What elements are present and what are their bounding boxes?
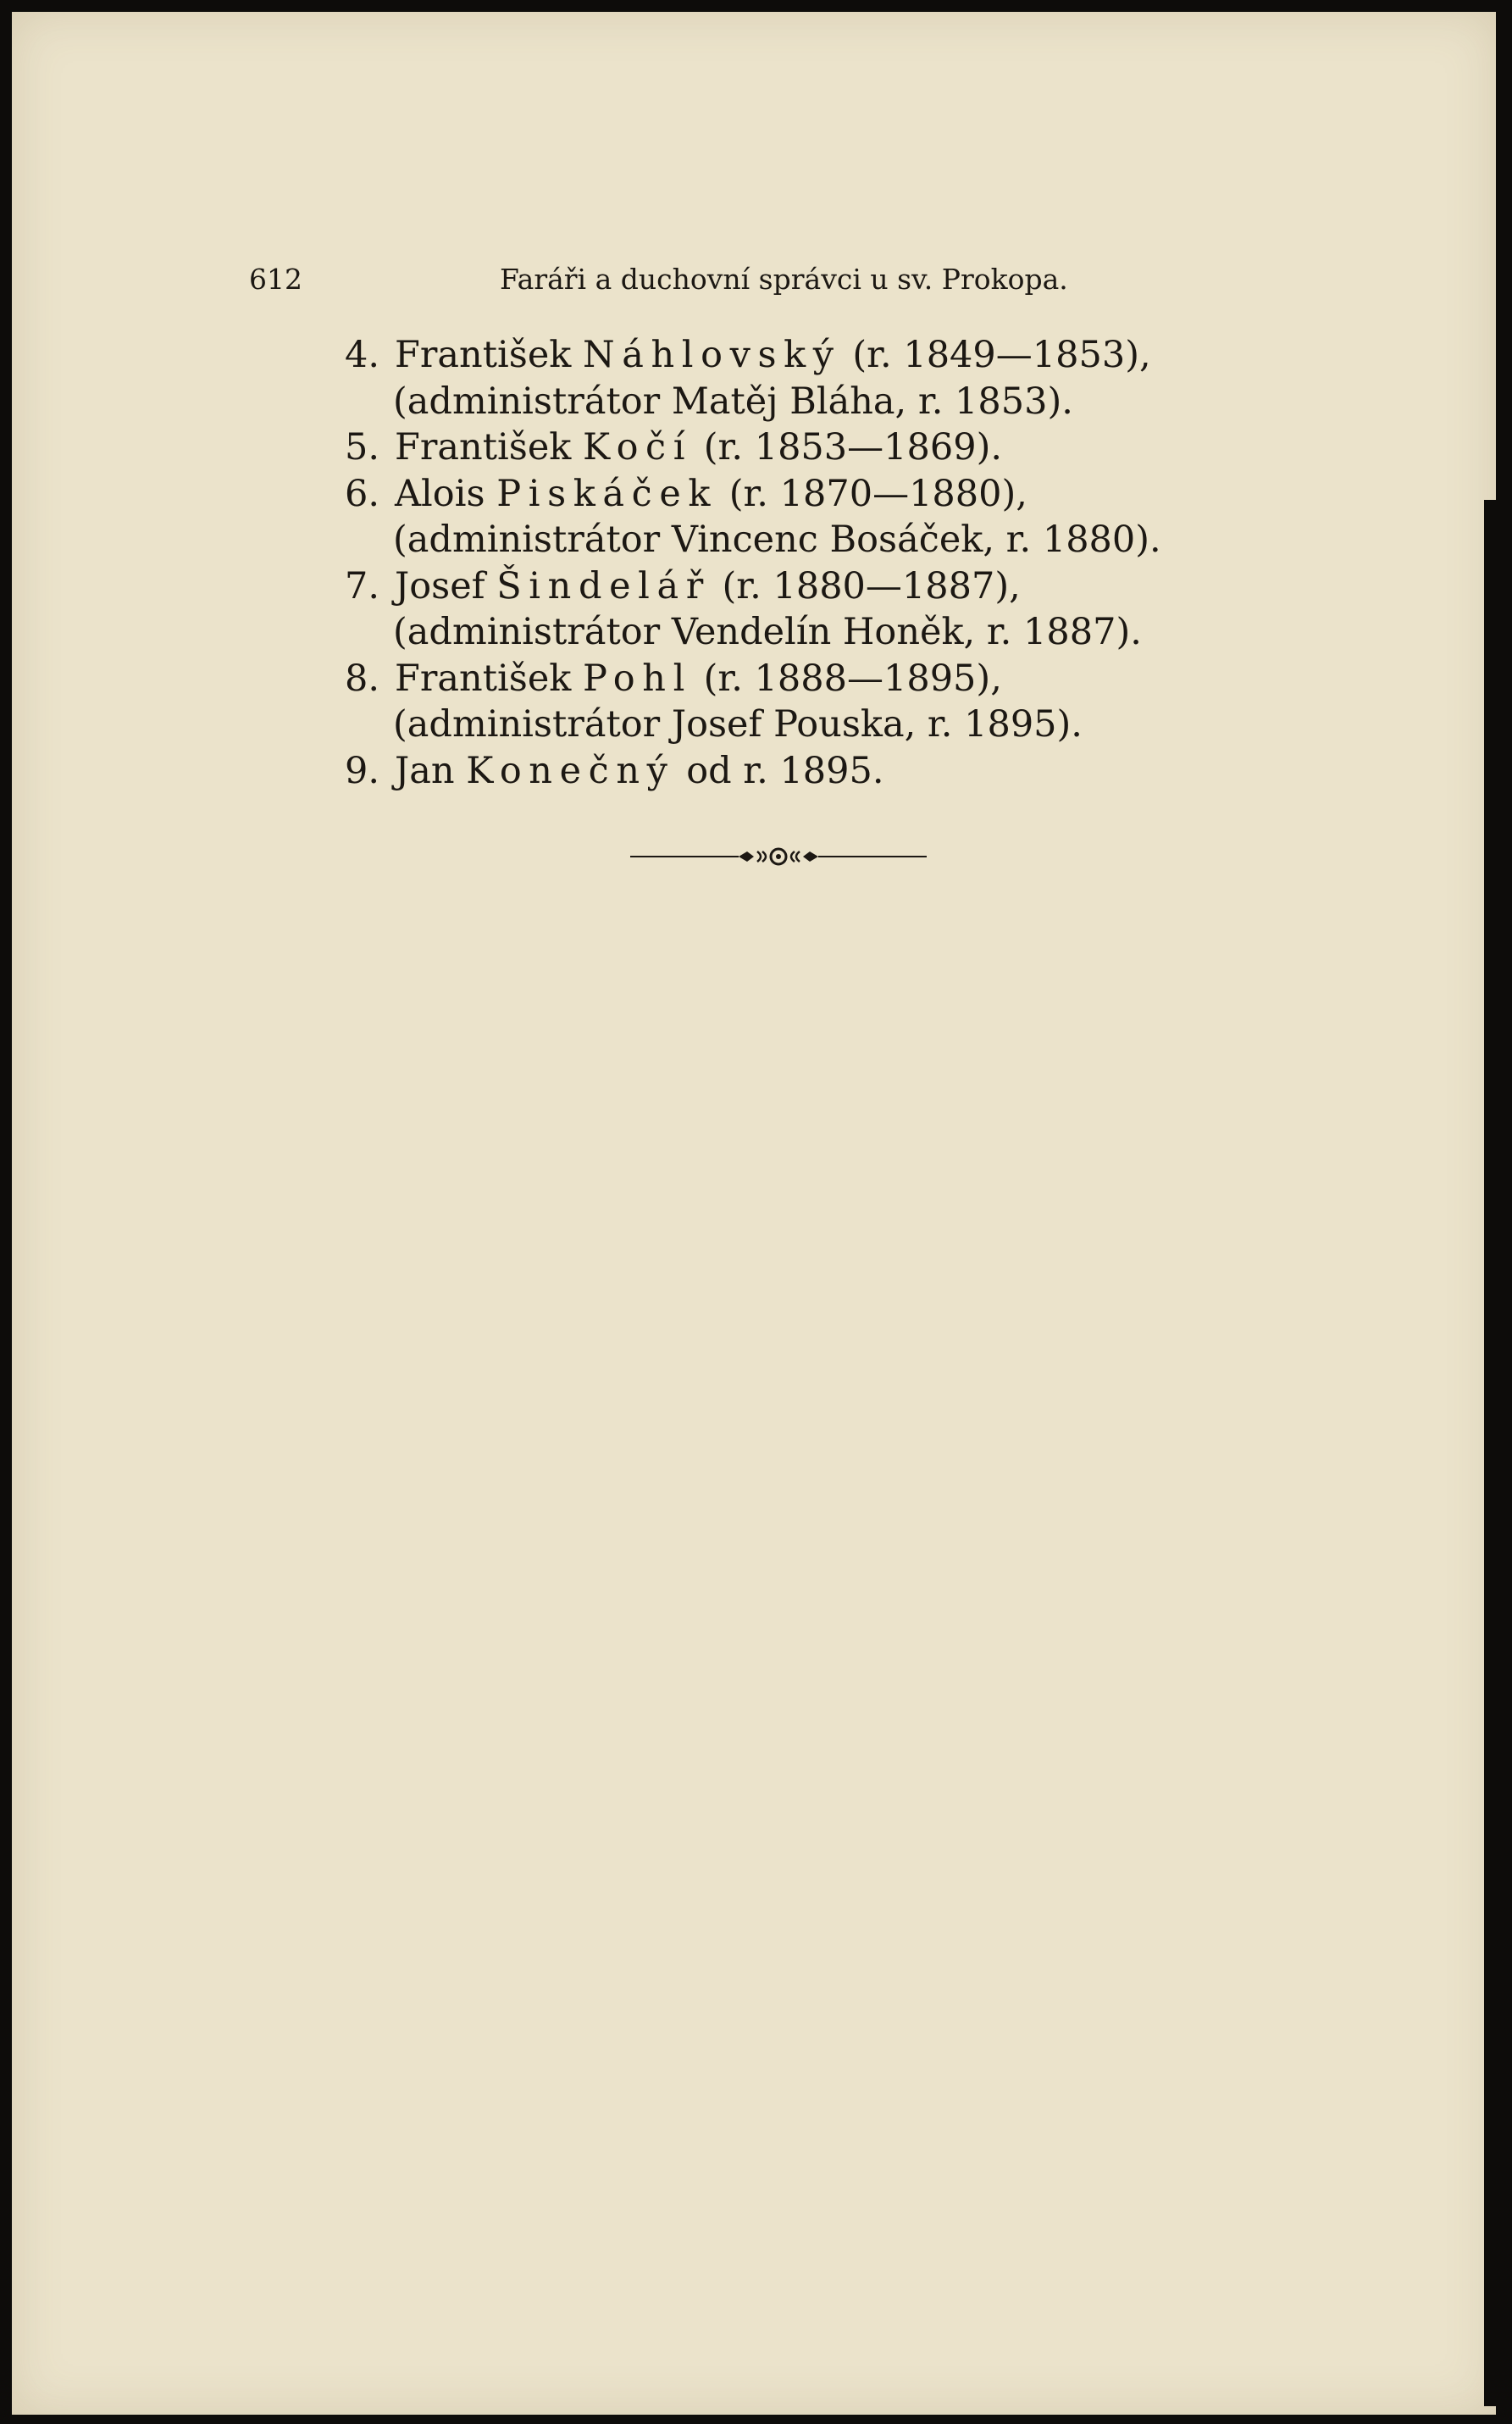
administrator-line: (administrátor Vendelín Honěk, r. 1887). <box>393 611 1142 653</box>
dates: (r. 1870—1880), <box>728 472 1027 515</box>
item-number: 9. <box>344 749 379 792</box>
page-number: 612 <box>249 263 302 296</box>
list-item <box>325 656 1161 702</box>
surname: Pohl <box>583 657 692 700</box>
running-title: Faráři a duchovní správci u sv. Prokopa. <box>500 263 1068 296</box>
first-name: Josef <box>395 564 485 607</box>
item-number: 8. <box>344 657 379 700</box>
list-item <box>325 471 1161 518</box>
administrator-line: (administrátor Vincenc Bosáček, r. 1880). <box>393 519 1161 561</box>
list-item <box>325 563 1161 610</box>
first-name: František <box>395 426 572 469</box>
first-name: František <box>395 657 572 700</box>
item-number: 4. <box>344 334 379 376</box>
surname: Náhlovský <box>583 334 841 376</box>
surname: Konečný <box>466 749 675 792</box>
dates: (r. 1849—1853), <box>852 334 1151 376</box>
book-page <box>12 12 1496 2415</box>
item-number: 7. <box>344 564 379 607</box>
ornament-divider-icon <box>630 844 927 869</box>
first-name: František <box>395 334 572 376</box>
surname: Piskáček <box>496 472 718 515</box>
list-item <box>325 424 1161 471</box>
running-header <box>249 261 1079 298</box>
administrator-line: (administrátor Matěj Bláha, r. 1853). <box>393 380 1073 423</box>
page-edge-shadow <box>1484 500 1501 2406</box>
dates: od r. 1895. <box>686 749 884 792</box>
pastor-list <box>325 332 1161 794</box>
dates: (r. 1853—1869). <box>703 426 1003 469</box>
first-name: Alois <box>395 472 485 515</box>
dates: (r. 1888—1895), <box>703 657 1002 700</box>
list-item <box>325 332 1161 379</box>
first-name: Jan <box>395 749 455 792</box>
item-number: 6. <box>344 472 379 515</box>
item-number: 5. <box>344 426 379 469</box>
administrator-line: (administrátor Josef Pouska, r. 1895). <box>393 703 1083 746</box>
list-item <box>325 748 1161 795</box>
surname: Šindelář <box>496 564 711 607</box>
surname: Kočí <box>583 426 693 469</box>
dates: (r. 1880—1887), <box>722 564 1021 607</box>
